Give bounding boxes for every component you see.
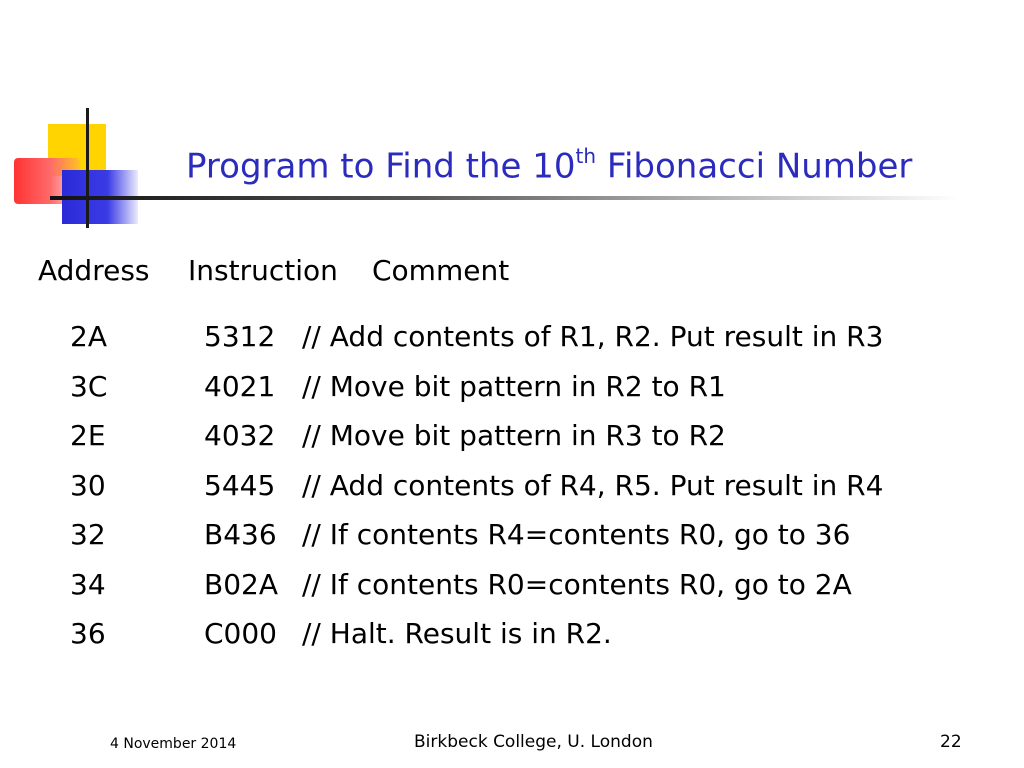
slide-logo xyxy=(0,0,200,240)
row-comment: // Move bit pattern in R3 to R2 xyxy=(302,419,726,452)
row-instruction: 5445 xyxy=(204,468,276,502)
header-address: Address xyxy=(38,254,150,287)
row-address: 34 xyxy=(70,567,106,601)
row-instruction: 5312 xyxy=(204,320,276,353)
row-comment: // Move bit pattern in R2 to R1 xyxy=(302,369,726,403)
logo-vertical-line xyxy=(86,108,89,228)
row-address: 32 xyxy=(70,518,106,551)
header-instruction: Instruction xyxy=(188,254,338,287)
row-instruction: 4021 xyxy=(204,369,276,403)
row-address: 30 xyxy=(70,468,106,502)
row-instruction: B436 xyxy=(204,518,277,551)
row-comment: // Add contents of R4, R5. Put result in R4 xyxy=(302,468,884,502)
row-address: 36 xyxy=(70,617,106,650)
row-instruction: 4032 xyxy=(204,419,276,452)
title-text: Program to Find the 10 xyxy=(186,146,576,187)
slide-title xyxy=(186,146,912,186)
column-headers xyxy=(38,254,509,287)
title-underline xyxy=(50,196,960,200)
row-address: 2A xyxy=(70,320,107,353)
title-superscript: th xyxy=(575,144,597,168)
row-address: 3C xyxy=(70,369,108,403)
row-instruction: B02A xyxy=(204,567,278,601)
row-comment: // Halt. Result is in R2. xyxy=(302,617,612,650)
row-instruction: C000 xyxy=(204,617,277,650)
slide-number: 22 xyxy=(940,732,962,752)
footer-date: 4 November 2014 xyxy=(110,736,237,752)
footer-institution: Birkbeck College, U. London xyxy=(414,732,653,752)
row-address: 2E xyxy=(70,419,106,452)
row-comment: // If contents R0=contents R0, go to 2A xyxy=(302,567,852,601)
row-comment: // Add contents of R1, R2. Put result in R3 xyxy=(302,320,884,353)
row-comment: // If contents R4=contents R0, go to 36 xyxy=(302,518,851,551)
title-text-end: Fibonacci Number xyxy=(596,146,913,187)
header-comment: Comment xyxy=(372,254,510,287)
